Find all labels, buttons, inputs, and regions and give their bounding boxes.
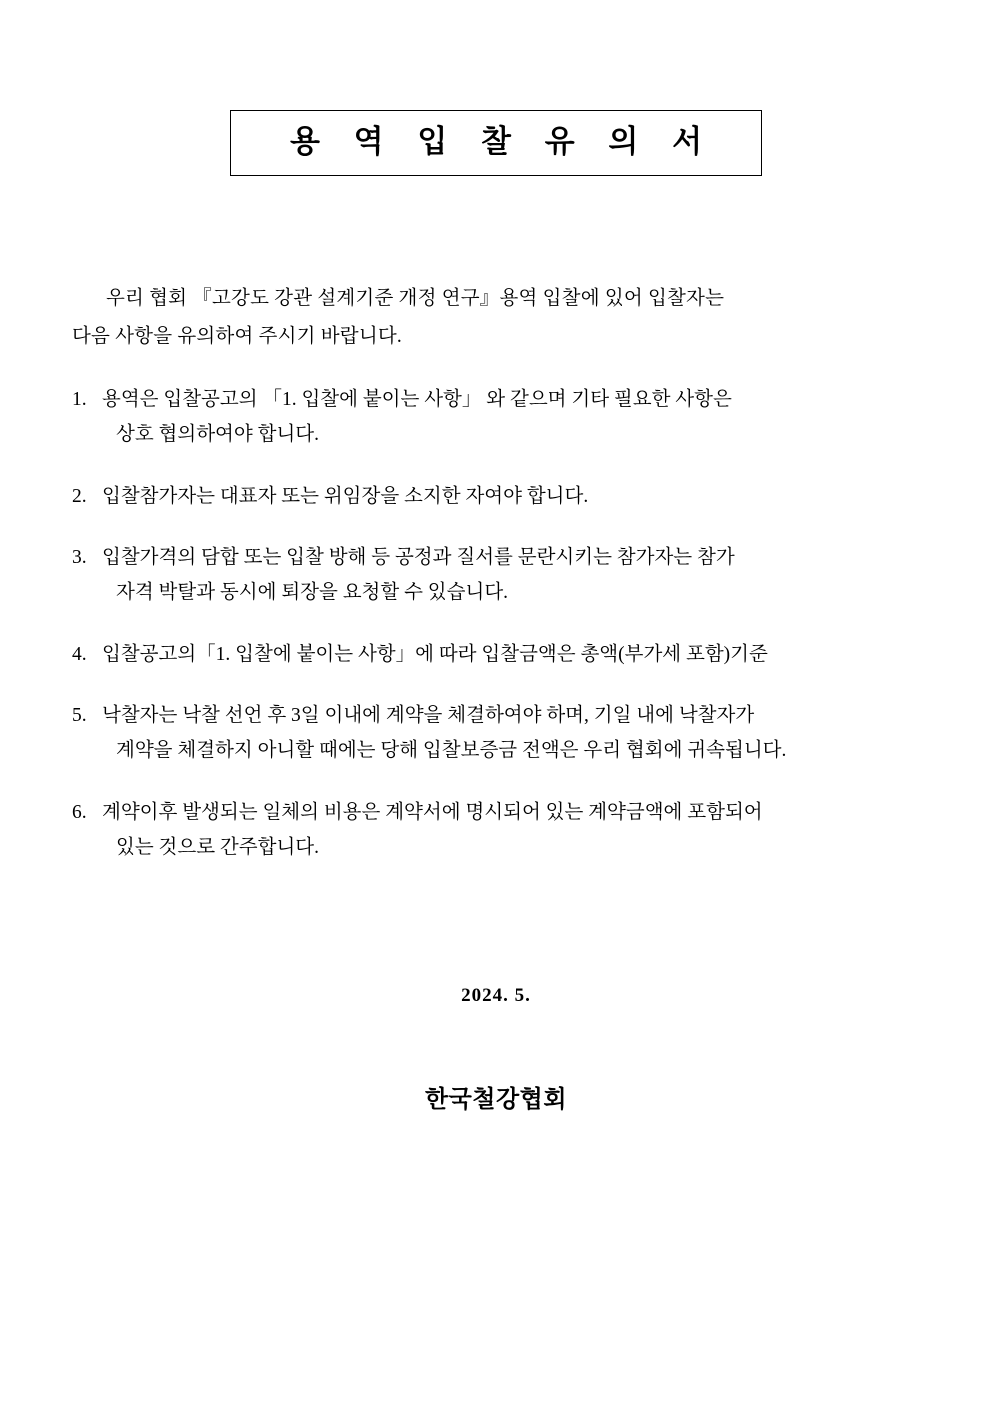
list-item [72,383,920,452]
list-item [72,480,920,515]
item-number: 1. [72,389,87,411]
item-body [102,541,920,610]
item-line-2: 상호 협의하여야 합니다. [116,423,319,445]
item-line-2: 계약을 체결하지 아니할 때에는 당해 입찰보증금 전액은 우리 협회에 귀속됩니다. [116,740,787,762]
list-item [72,796,920,865]
item-number: 2. [72,485,87,507]
item-number: 5. [72,705,87,727]
page-title: 용 역 입 찰 유 의 서 [289,124,716,159]
title-box [230,110,762,176]
item-line-2: 있는 것으로 간주합니다. [116,836,319,858]
document-date: 2024. 5. [461,985,531,1007]
item-line-1: 입찰공고의「1. 입찰에 붙이는 사항」에 따라 입찰금액은 총액(부가세 포함)기준 [102,643,768,665]
item-line-1: 용역은 입찰공고의 「1. 입찰에 붙이는 사항」 와 같으며 기타 필요한 사항은 [102,389,732,411]
item-body [102,699,920,768]
item-body [102,480,920,515]
list-item [72,541,920,610]
item-line-1: 입찰참가자는 대표자 또는 위임장을 소지한 자여야 합니다. [102,485,589,507]
item-line-1: 입찰가격의 담합 또는 입찰 방해 등 공정과 질서를 문란시키는 참가자는 참가 [102,547,735,569]
item-number: 4. [72,643,87,665]
intro-line-1: 우리 협회 『고강도 강관 설계기준 개정 연구』용역 입찰에 있어 입찰자는 [106,288,725,310]
item-number: 3. [72,547,87,569]
item-body [102,383,920,452]
intro-line-2: 다음 사항을 유의하여 주시기 바랍니다. [72,326,402,348]
title-container [72,0,920,176]
intro-paragraph [72,281,920,355]
item-number: 6. [72,801,87,823]
list-item [72,699,920,768]
item-body [102,638,920,673]
item-body [102,796,920,865]
item-line-1: 계약이후 발생되는 일체의 비용은 계약서에 명시되어 있는 계약금액에 포함되어 [102,801,763,823]
list-item [72,638,920,673]
item-line-1: 낙찰자는 낙찰 선언 후 3일 이내에 계약을 체결하여야 하며, 기일 내에 낙찰자가 [102,705,755,727]
notice-items-list [72,383,920,865]
organization-name: 한국철강협회 [424,1087,568,1114]
item-line-2: 자격 박탈과 동시에 퇴장을 요청할 수 있습니다. [116,582,509,604]
